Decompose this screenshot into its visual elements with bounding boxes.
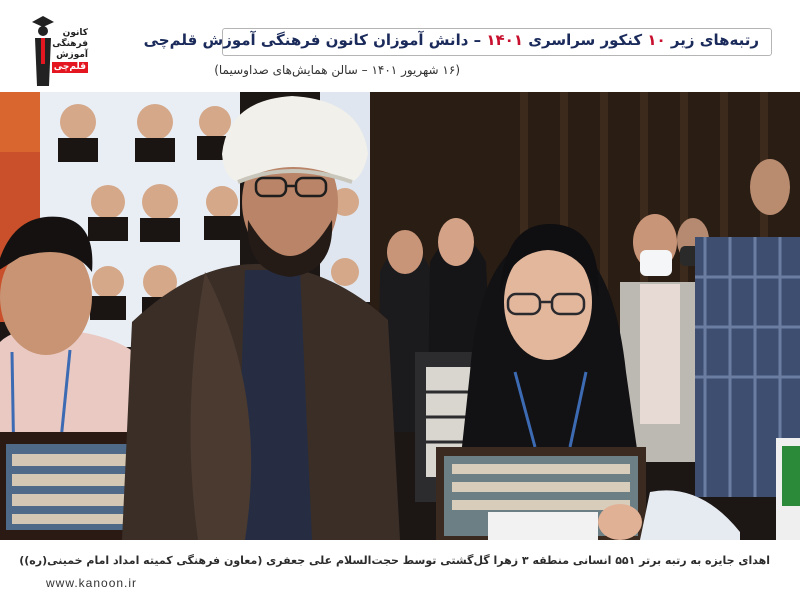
title-year: ۱۴۰۱ — [486, 31, 523, 49]
event-subtitle: (۱۶ شهریور ۱۴۰۱ – سالن همایش‌های صداوسیما) — [214, 63, 460, 77]
header — [0, 0, 800, 92]
title-box — [143, 28, 772, 56]
website-link[interactable]: www.kanoon.ir — [46, 576, 138, 590]
logo-brand: قلم‌چی — [53, 62, 86, 72]
logo-line-1: کانون — [62, 28, 88, 38]
photo-caption: اهدای جایزه به رتبه برتر ۵۵۱ انسانی منطقه ۳ زهرا گل‌گشتی توسط حجت‌السلام علی جعفری (معاون فرهنگی کمیته امداد امام خمینی(ره)) — [19, 554, 770, 567]
title-rank: ۱۰ — [647, 31, 666, 49]
title-pre: رتبه‌های زیر — [670, 31, 759, 49]
page-title — [144, 31, 759, 49]
caption-bar — [0, 540, 800, 600]
logo-line-3: آموزش — [56, 50, 88, 60]
award-ceremony-photo — [0, 92, 800, 540]
title-mid: کنکور سراسری — [528, 31, 643, 49]
logo-text — [54, 28, 88, 73]
logo-line-2: فرهنگی — [52, 39, 88, 49]
title-post: – دانش آموزان کانون فرهنگی آموزش قلم‌چی — [143, 31, 482, 49]
photo-illustration — [0, 92, 800, 540]
kanoon-logo — [24, 6, 88, 88]
